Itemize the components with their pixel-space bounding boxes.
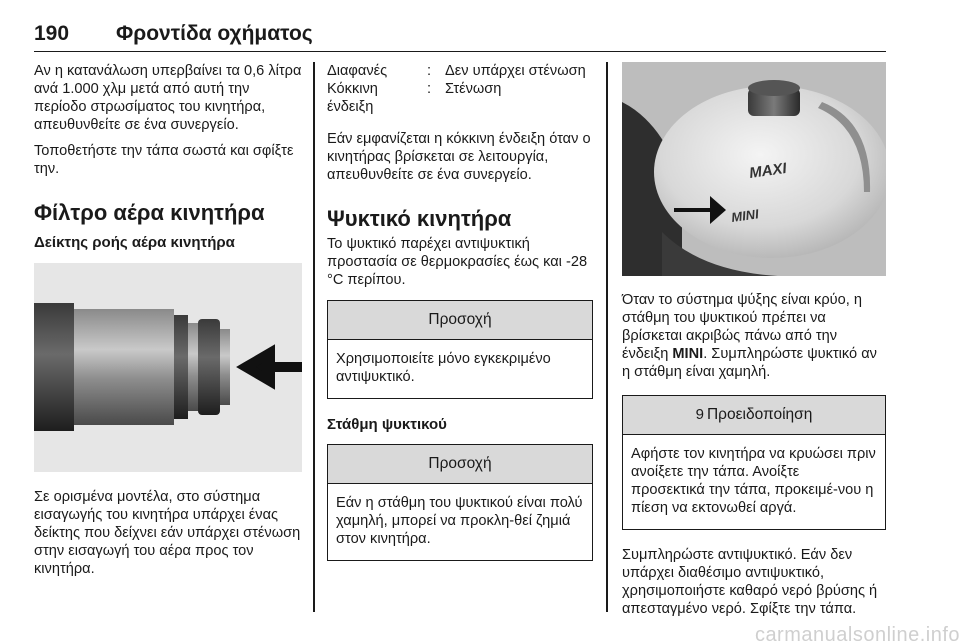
coolant-reservoir-figure [622, 62, 886, 276]
max-label: MAXI [748, 159, 788, 182]
caution-title: Προσοχή [328, 301, 592, 340]
table-row [327, 62, 586, 80]
table-row [327, 80, 586, 116]
air-flow-indicator-figure [34, 263, 302, 472]
page-header [34, 22, 886, 52]
indicator-status-table [327, 62, 586, 116]
column-divider [606, 62, 608, 612]
section-heading: Ψυκτικό κινητήρα [327, 206, 512, 231]
column-divider [313, 62, 315, 612]
coolant-protection-paragraph: Το ψυκτικό παρέχει αντιψυκτική προστασία σε θερμοκρασίες έως και -28 °C περίπου. [327, 236, 588, 288]
caution-box [327, 300, 593, 399]
mini-label: MINI [672, 346, 704, 362]
arrow-icon [246, 353, 302, 381]
oil-consumption-paragraph: Αν η κατανάλωση υπερβαίνει τα 0,6 λίτρα ανά 1.000 χλμ μετά από αυτή την περίοδο στρωσίματος του κινητήρα, απευθυνθείτε σε ένα συνεργείο. [34, 63, 302, 133]
subsection-heading: Στάθμη ψυκτικού [327, 416, 447, 433]
subsection-heading: Δείκτης ροής αέρα κινητήρα [34, 234, 235, 251]
section-heading: Φίλτρο αέρα κινητήρα [34, 200, 265, 225]
top-up-paragraph: Συμπληρώστε αντιψυκτικό. Εάν δεν υπάρχει διαθέσιμο αντιψυκτικό, χρησιμοποιήστε καθαρό νερό βρύσης ή απεσταγμένο νερό. Σφίξτε την τάπα. [622, 547, 878, 617]
coolant-level-paragraph: Όταν το σύστημα ψύξης είναι κρύο, η στάθμη του ψυκτικού πρέπει να βρίσκεται ακριβώς πάνω από την ένδειξη MINI. Συμπληρώστε ψυκτικό αν η στάθμη είναι χαμηλή. [622, 292, 877, 380]
warning-body: Αφήστε τον κινητήρα να κρυώσει πριν ανοίξετε την τάπα. Ανοίξτε προσεκτικά την τάπα, προκειμέ-νου η πίεση να εκτονωθεί αργά. [631, 446, 876, 516]
column-left [34, 62, 302, 578]
indicator-cap [198, 319, 220, 415]
status-separator: : [427, 81, 432, 97]
chapter-title: Φροντίδα οχήματος [116, 22, 313, 45]
hose-body [34, 303, 74, 431]
warning-box [622, 395, 886, 530]
status-key: Κόκκινη ένδειξη [327, 81, 378, 115]
status-value: Στένωση [445, 81, 502, 97]
indicator-body [74, 309, 174, 425]
page-number: 190 [34, 22, 70, 45]
column-middle [327, 62, 593, 561]
watermark: carmanualsonline.info [754, 624, 960, 642]
caution-body: Χρησιμοποιείτε μόνο εγκεκριμένο αντιψυκτικό. [336, 351, 551, 385]
red-indicator-paragraph: Εάν εμφανίζεται η κόκκινη ένδειξη όταν ο κινητήρας βρίσκεται σε λειτουργία, απευθυνθείτε σε ένα συνεργείο. [327, 131, 591, 183]
column-right [622, 62, 886, 618]
warning-title: 9 Προειδοποίηση [623, 396, 885, 435]
cap-paragraph: Τοποθετήστε την τάπα σωστά και σφίξτε την. [34, 143, 294, 177]
warning-triangle-icon: 9 [695, 406, 704, 423]
status-separator: : [427, 63, 432, 79]
caution-box [327, 444, 593, 561]
min-label: MINI [730, 206, 760, 225]
status-key: Διαφανές [327, 63, 388, 79]
caution-body: Εάν η στάθμη του ψυκτικού είναι πολύ χαμηλή, μπορεί να προκλη-θεί ζημιά στον κινητήρα. [336, 495, 583, 547]
caution-title: Προσοχή [328, 445, 592, 484]
status-value: Δεν υπάρχει στένωση [445, 63, 586, 79]
indicator-description-paragraph: Σε ορισμένα μοντέλα, στο σύστημα εισαγωγής του κινητήρα υπάρχει ένας δείκτης που δείχνει εάν υπάρχει στένωση στην εισαγωγή του αέρα προς τον κινητήρα. [34, 489, 301, 577]
